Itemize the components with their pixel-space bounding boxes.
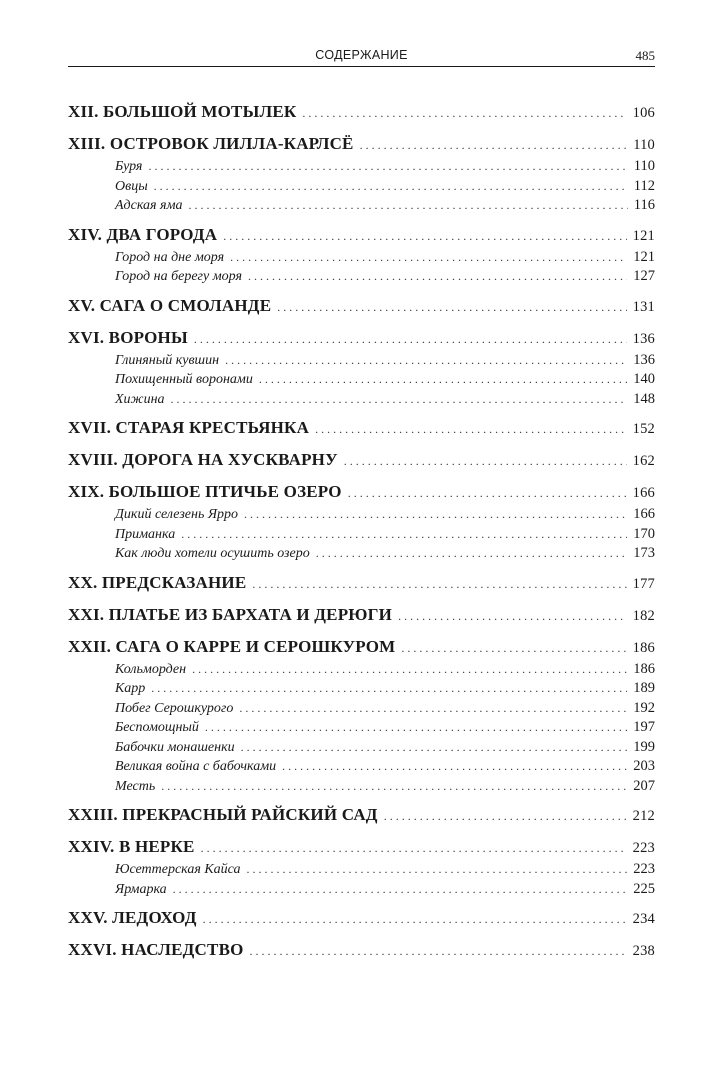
chapter-page-number: 121 — [632, 227, 655, 244]
chapter-entry[interactable] — [68, 480, 655, 505]
chapter-page-number: 152 — [632, 421, 655, 437]
section-entry[interactable] — [115, 370, 655, 390]
section-entry[interactable] — [115, 177, 655, 197]
dot-leader — [360, 134, 628, 157]
section-title: Адская яма — [115, 198, 183, 213]
section-entry[interactable] — [115, 196, 655, 216]
chapter-page-number: 131 — [632, 298, 655, 315]
dot-leader — [205, 718, 627, 737]
section-entry[interactable] — [115, 544, 655, 564]
chapter-title: XX. ПРЕДСКАЗАНИЕ — [68, 572, 247, 592]
toc-chapter — [68, 294, 655, 319]
chapter-page-number: 162 — [632, 453, 655, 469]
section-title: Как люди хотели осушить озеро — [115, 546, 310, 561]
toc-chapter — [68, 326, 655, 410]
chapter-title: XIX. БОЛЬШОЕ ПТИЧЬЕ ОЗЕРО — [68, 482, 342, 501]
section-page-number: 121 — [633, 248, 655, 265]
chapter-title: XXII. САГА О КАРРЕ И СЕРОШКУРОМ — [68, 636, 396, 656]
section-page-number: 207 — [633, 777, 655, 794]
section-page-number: 225 — [633, 880, 655, 897]
chapter-entry[interactable] — [68, 906, 655, 931]
dot-leader — [316, 544, 628, 563]
section-entry[interactable] — [115, 267, 655, 287]
dot-leader — [250, 940, 627, 963]
chapter-entry[interactable] — [68, 803, 655, 828]
toc-chapter — [68, 835, 655, 899]
dot-leader — [302, 102, 626, 125]
section-title: Кольморден — [115, 661, 187, 677]
chapter-page-number: 238 — [632, 943, 655, 959]
chapter-title: XXIV. В НЕРКЕ — [68, 837, 195, 856]
toc-chapter — [68, 132, 655, 216]
chapter-title: XXIII. ПРЕКРАСНЫЙ РАЙСКИЙ САД — [68, 805, 378, 824]
chapter-page-number: 106 — [632, 105, 655, 121]
chapter-entry[interactable] — [68, 448, 655, 473]
section-entry[interactable] — [115, 157, 655, 177]
section-page-number: 186 — [633, 660, 655, 677]
chapter-page-number: 136 — [632, 330, 655, 347]
dot-leader — [203, 908, 627, 931]
toc-chapter — [68, 803, 655, 828]
section-page-number: 166 — [633, 506, 655, 522]
dot-leader — [154, 177, 628, 196]
section-entry[interactable] — [115, 679, 655, 699]
chapter-page-number: 223 — [632, 840, 655, 856]
section-page-number: 203 — [633, 758, 655, 774]
section-title: Глиняный кувшин — [115, 352, 220, 368]
dot-leader — [401, 637, 626, 660]
dot-leader — [230, 248, 627, 267]
dot-leader — [344, 450, 627, 473]
chapter-page-number: 110 — [633, 137, 655, 153]
dot-leader — [161, 777, 627, 796]
header-page-number: 485 — [635, 48, 655, 63]
chapter-title: XIII. ОСТРОВОК ЛИЛЛА-КАРЛСЁ — [68, 134, 354, 153]
dot-leader — [192, 660, 627, 679]
table-of-contents — [68, 100, 655, 970]
chapter-page-number: 212 — [632, 808, 655, 824]
chapter-entry[interactable] — [68, 835, 655, 860]
section-entry[interactable] — [115, 525, 655, 545]
chapter-title: XIV. ДВА ГОРОДА — [68, 224, 218, 244]
section-title: Карр — [115, 681, 146, 696]
section-entry[interactable] — [115, 351, 655, 371]
dot-leader — [223, 225, 626, 248]
section-title: Месть — [115, 778, 156, 794]
dot-leader — [259, 370, 627, 389]
toc-chapter — [68, 448, 655, 473]
section-page-number: 116 — [633, 197, 655, 213]
section-entry[interactable] — [115, 738, 655, 758]
section-entry[interactable] — [115, 718, 655, 738]
dot-leader — [225, 351, 627, 370]
section-page-number: 197 — [633, 719, 655, 735]
section-title: Великая война с бабочками — [115, 759, 277, 774]
section-page-number: 110 — [633, 158, 655, 174]
section-page-number: 173 — [633, 545, 655, 561]
section-page-number: 223 — [633, 861, 655, 877]
chapter-entry[interactable] — [68, 100, 655, 125]
dot-leader — [282, 757, 627, 776]
chapter-entry[interactable] — [68, 132, 655, 157]
chapter-title: XVIII. ДОРОГА НА ХУСКВАРНУ — [68, 450, 338, 469]
section-entry[interactable] — [115, 880, 655, 900]
chapter-page-number: 234 — [632, 911, 655, 927]
section-page-number: 136 — [633, 351, 655, 368]
toc-chapter — [68, 571, 655, 596]
chapter-title: XII. БОЛЬШОЙ МОТЫЛЕК — [68, 102, 297, 121]
chapter-title: XV. САГА О СМОЛАНДЕ — [68, 295, 272, 315]
toc-chapter — [68, 100, 655, 125]
header-title: СОДЕРЖАНИЕ — [315, 48, 408, 62]
running-header — [68, 44, 655, 67]
section-title: Город на берегу моря — [115, 269, 242, 284]
chapter-entry[interactable] — [68, 635, 655, 660]
section-title: Похищенный воронами — [115, 372, 253, 387]
section-title: Бабочки монашенки — [115, 739, 235, 755]
dot-leader — [384, 805, 627, 828]
chapter-entry[interactable] — [68, 294, 655, 319]
chapter-page-number: 177 — [632, 575, 655, 592]
dot-leader — [244, 505, 627, 524]
section-title: Дикий селезень Ярро — [115, 507, 239, 522]
chapter-page-number: 166 — [632, 485, 655, 501]
section-title: Побег Серошкурого — [115, 700, 234, 716]
dot-leader — [315, 418, 627, 441]
dot-leader — [241, 738, 628, 757]
section-title: Буря — [115, 159, 143, 174]
section-entry[interactable] — [115, 777, 655, 797]
section-page-number: 127 — [633, 268, 655, 284]
section-page-number: 140 — [633, 371, 655, 387]
chapter-page-number: 186 — [632, 639, 655, 656]
toc-chapter — [68, 906, 655, 931]
section-entry[interactable] — [115, 505, 655, 525]
dot-leader — [239, 699, 627, 718]
dot-leader — [173, 880, 628, 899]
section-page-number: 148 — [633, 390, 655, 407]
section-title: Хижина — [115, 391, 165, 407]
chapter-title: XXVI. НАСЛЕДСТВО — [68, 940, 244, 959]
dot-leader — [247, 860, 628, 879]
toc-chapter — [68, 416, 655, 441]
section-entry[interactable] — [115, 390, 655, 410]
section-title: Ярмарка — [115, 881, 167, 897]
section-page-number: 170 — [633, 525, 655, 542]
section-entry[interactable] — [115, 660, 655, 680]
section-title: Юсеттерская Кайса — [115, 862, 241, 877]
dot-leader — [348, 482, 627, 505]
chapter-page-number: 182 — [632, 607, 655, 624]
chapter-entry[interactable] — [68, 603, 655, 628]
chapter-title: XVII. СТАРАЯ КРЕСТЬЯНКА — [68, 418, 310, 437]
chapter-entry[interactable] — [68, 326, 655, 351]
section-entry[interactable] — [115, 248, 655, 268]
toc-chapter — [68, 223, 655, 287]
toc-chapter — [68, 480, 655, 564]
chapter-entry[interactable] — [68, 938, 655, 963]
dot-leader — [248, 267, 627, 286]
section-title: Город на дне моря — [115, 249, 225, 265]
toc-chapter — [68, 603, 655, 628]
chapter-entry[interactable] — [68, 571, 655, 596]
dot-leader — [252, 573, 626, 596]
section-entry[interactable] — [115, 860, 655, 880]
section-title: Приманка — [115, 526, 176, 542]
section-entry[interactable] — [115, 699, 655, 719]
toc-chapter — [68, 938, 655, 963]
dot-leader — [171, 390, 628, 409]
dot-leader — [181, 525, 627, 544]
chapter-title: XXI. ПЛАТЬЕ ИЗ БАРХАТА И ДЕРЮГИ — [68, 604, 393, 624]
section-title: Овцы — [115, 178, 148, 194]
chapter-title: XXV. ЛЕДОХОД — [68, 908, 197, 927]
chapter-entry[interactable] — [68, 416, 655, 441]
dot-leader — [151, 679, 627, 698]
chapter-entry[interactable] — [68, 223, 655, 248]
section-title: Беспомощный — [115, 720, 199, 735]
section-page-number: 189 — [633, 680, 655, 696]
section-page-number: 192 — [633, 699, 655, 716]
toc-chapter — [68, 635, 655, 797]
dot-leader — [398, 605, 627, 628]
section-page-number: 199 — [633, 738, 655, 755]
section-entry[interactable] — [115, 757, 655, 777]
section-page-number: 112 — [633, 177, 655, 194]
dot-leader — [148, 157, 627, 176]
dot-leader — [194, 328, 627, 351]
dot-leader — [189, 196, 628, 215]
chapter-title: XVI. ВОРОНЫ — [68, 327, 188, 347]
dot-leader — [201, 837, 627, 860]
dot-leader — [277, 296, 626, 319]
